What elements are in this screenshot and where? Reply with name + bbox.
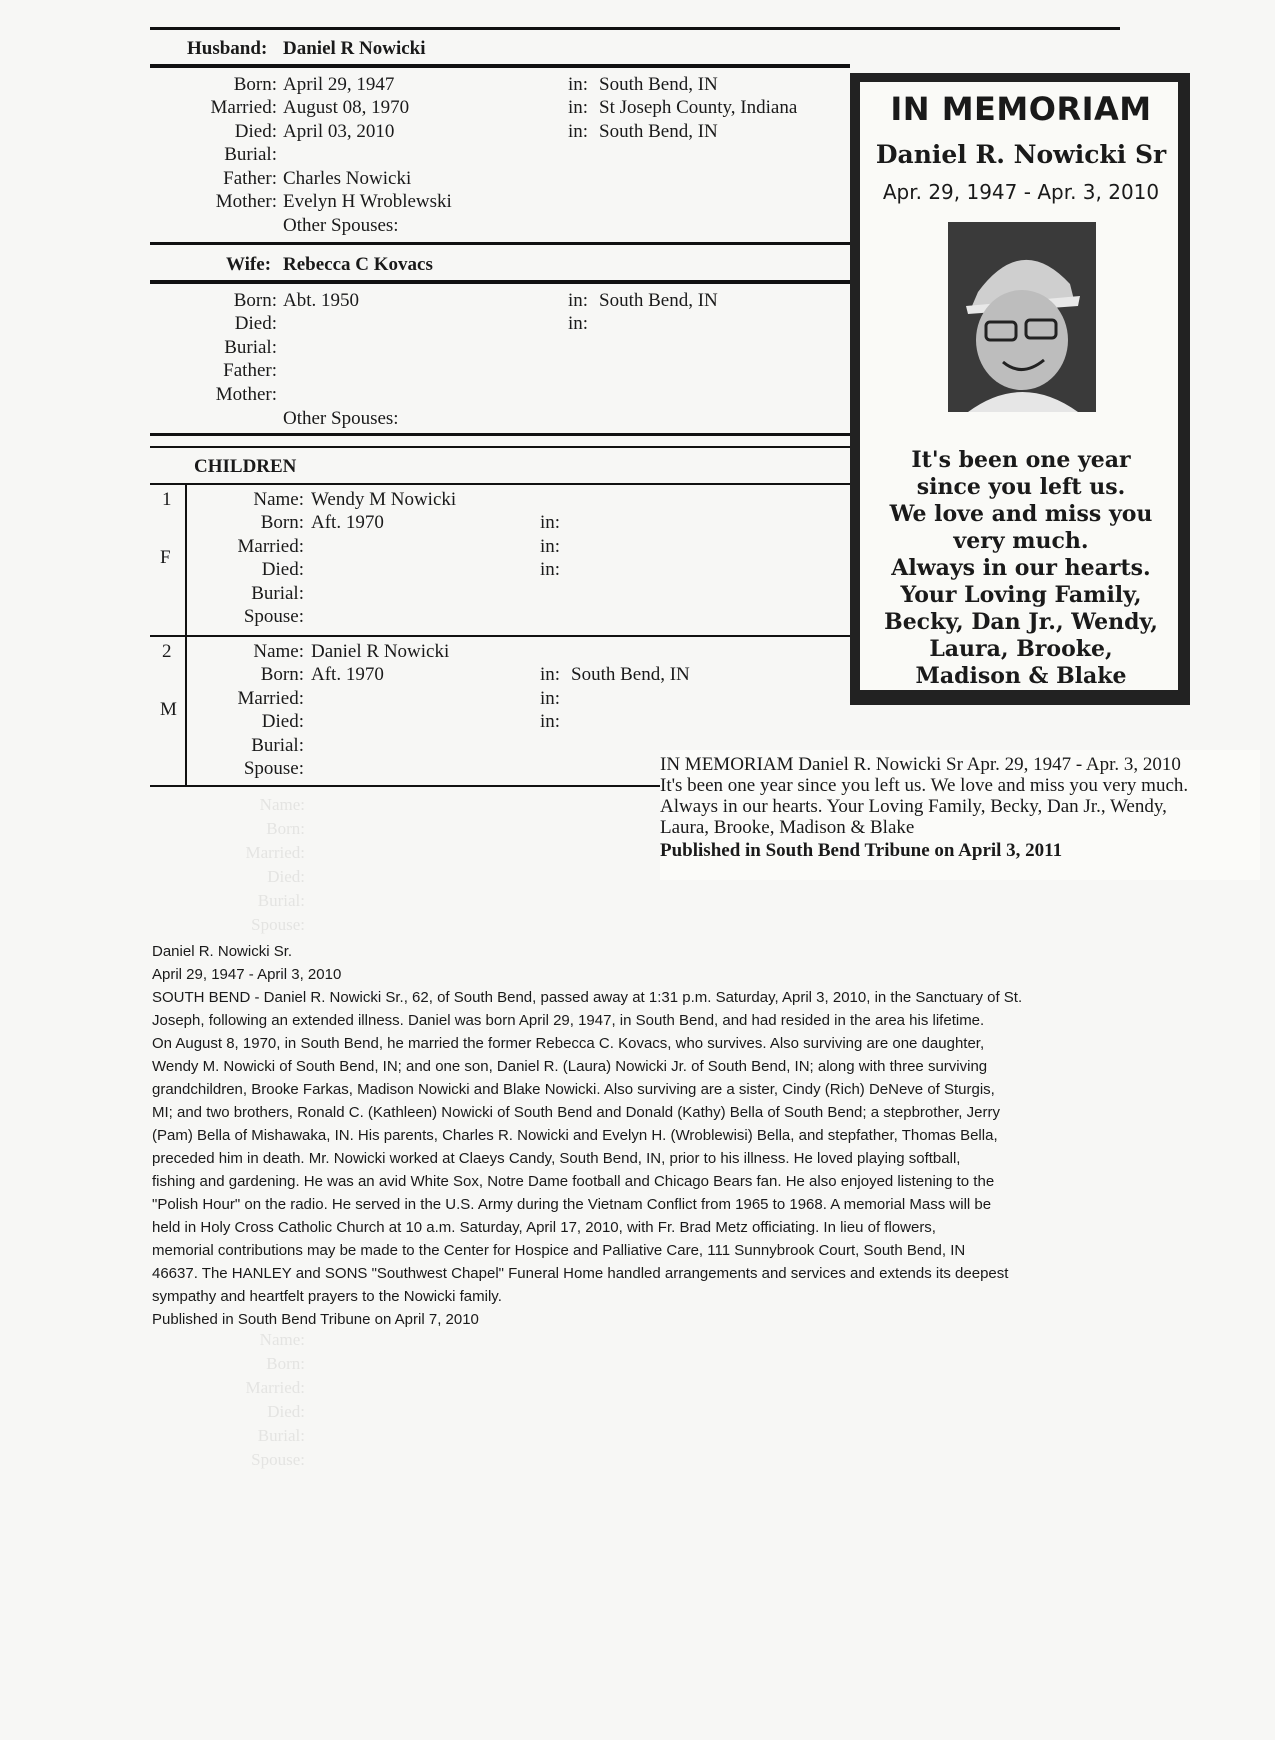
husband-in-label: in: [568, 97, 589, 119]
child-field-label: Spouse: [243, 606, 304, 627]
wife-place: South Bend, IN [599, 290, 718, 311]
memoriam-message-line: Madison & Blake [915, 663, 1127, 689]
top-rule [150, 27, 1120, 30]
husband-name: Daniel R Nowicki [283, 38, 426, 59]
memoriam-message-line: since you left us. [916, 474, 1126, 500]
bleed-label: Died: [267, 867, 305, 886]
bleed-label: Spouse: [251, 1450, 305, 1469]
child-field-label: Married: [237, 535, 304, 557]
bleed-label: Name: [259, 1330, 305, 1349]
children-bottom-rule [150, 785, 670, 787]
child-field-label: Name: [253, 641, 304, 662]
children-header-rule [150, 483, 850, 485]
bleed-label: Name: [259, 795, 305, 814]
obituary-line: (Pam) Bella of Mishawaka, IN. His parents, Charles R. Nowicki and Evelyn H. (Wroblewisi) Bella, and stepfather, Thomas Bella, [152, 1127, 998, 1144]
wife-end-rule [150, 433, 850, 436]
clipping-line: Always in our hearts. Your Loving Family, Becky, Dan Jr., Wendy, [660, 796, 1167, 817]
children-header: CHILDREN [194, 456, 297, 477]
memoriam-message-line: very much. [953, 528, 1089, 554]
memoriam-photo [948, 222, 1096, 412]
obituary-line: preceded him in death. Mr. Nowicki worked at Claeys Candy, South Bend, IN, prior to his illness. He loved playing softball, [152, 1150, 961, 1167]
bleed-label: Married: [245, 1378, 305, 1397]
bleed-label: Married: [245, 843, 305, 862]
obituary-line: sympathy and heartfelt prayers to the Nowicki family. [152, 1288, 502, 1305]
child-field-label: Married: [237, 687, 304, 709]
obituary-line: Published in South Bend Tribune on April 7, 2010 [152, 1311, 479, 1328]
bleed-label: Spouse: [251, 915, 305, 934]
husband-field-label: Died: [234, 120, 277, 142]
portrait-image [948, 222, 1096, 412]
bleed-label: Born: [266, 819, 305, 838]
child-in-label: in: [540, 559, 561, 581]
child-field-label: Name: [253, 489, 304, 510]
child-field-label: Spouse: [243, 758, 304, 779]
husband-field-label: Married: [210, 97, 277, 119]
wife-header-rule [150, 280, 850, 284]
husband-header-label: Husband: [187, 38, 268, 59]
child-place: South Bend, IN [571, 664, 690, 686]
clipping-line: Laura, Brooke, Madison & Blake [660, 817, 915, 838]
bleed-label: Died: [267, 1402, 305, 1421]
child-in-label: in: [540, 711, 561, 733]
memoriam-message-line: We love and miss you [889, 501, 1153, 527]
obituary-line: 46637. The HANLEY and SONS "Southwest Chapel" Funeral Home handled arrangements and services and extends its deepest [152, 1265, 1009, 1282]
husband-field-value: April 29, 1947 [283, 74, 395, 95]
obituary-line: On August 8, 1970, in South Bend, he married the former Rebecca C. Kovacs, who survives. Also surviving are one daughter, [152, 1035, 985, 1052]
memoriam-message-line: Becky, Dan Jr., Wendy, [884, 609, 1158, 635]
child-field-label: Died: [261, 559, 304, 581]
wife-in-label: in: [568, 290, 589, 311]
child-field-value: Daniel R Nowicki [311, 641, 450, 662]
wife-header-label: Wife: [226, 254, 272, 275]
child-in-label: in: [540, 664, 561, 686]
child-field-value: Aft. 1970 [311, 512, 384, 534]
clipping-published: Published in South Bend Tribune on April 3, 2011 [660, 840, 1063, 861]
child-field-label: Died: [261, 711, 304, 733]
memoriam-clipping [660, 750, 1260, 880]
child-field-value: Wendy M Nowicki [311, 489, 457, 510]
husband-place: South Bend, IN [599, 74, 718, 95]
wife-field-label: Mother: [215, 383, 277, 405]
husband-field-label: Father: [223, 167, 277, 189]
memoriam-dates: Apr. 29, 1947 - Apr. 3, 2010 [882, 180, 1160, 204]
child-field-label: Burial: [251, 734, 304, 756]
obituary-line: Daniel R. Nowicki Sr. [152, 943, 293, 960]
memoriam-message-line: Always in our hearts. [891, 555, 1151, 581]
child-in-label: in: [540, 512, 561, 534]
bleed-label: Burial: [257, 1426, 305, 1445]
child-separator-rule [150, 635, 850, 637]
clipping-line: It's been one year since you left us. We love and miss you very much. [660, 775, 1189, 796]
husband-field-value: August 08, 1970 [283, 97, 410, 119]
wife-field-label: Born: [233, 290, 277, 311]
wife-field-label: Died: [234, 313, 277, 335]
child-field-label: Born: [260, 512, 304, 534]
memoriam-message-line: It's been one year [911, 447, 1131, 473]
obituary-line: Joseph, following an extended illness. Daniel was born April 29, 1947, in South Bend, and had resided in the area his lifetime. [152, 1012, 985, 1029]
child-in-label: in: [540, 687, 561, 709]
child-sex: M [160, 699, 177, 720]
memoriam-title: IN MEMORIAM [890, 90, 1152, 128]
husband-other-spouses: Other Spouses: [283, 215, 399, 236]
husband-field-label: Burial: [224, 144, 277, 166]
wife-name: Rebecca C Kovacs [283, 254, 433, 275]
bleed-label: Born: [266, 1354, 305, 1373]
child-field-value: Aft. 1970 [311, 664, 384, 686]
wife-field-label: Burial: [224, 336, 277, 358]
bleed-label: Burial: [257, 891, 305, 910]
obituary-line: held in Holy Cross Catholic Church at 10 a.m. Saturday, April 17, 2010, with Fr. Brad Metz officiating. In lieu of flowers, [152, 1219, 936, 1236]
husband-in-label: in: [568, 120, 589, 142]
husband-place: St Joseph County, Indiana [599, 97, 798, 119]
husband-in-label: in: [568, 74, 589, 95]
obituary-line: memorial contributions may be made to the Center for Hospice and Palliative Care, 111 Sunnybrook Court, South Bend, IN [152, 1242, 966, 1259]
husband-place: South Bend, IN [599, 120, 718, 142]
husband-end-rule [150, 242, 850, 245]
memoriam-name: Daniel R. Nowicki Sr [875, 140, 1167, 169]
clipping-line: IN MEMORIAM Daniel R. Nowicki Sr Apr. 29, 1947 - Apr. 3, 2010 [660, 754, 1181, 775]
child-number: 1 [162, 489, 172, 510]
child-number: 2 [162, 641, 172, 662]
obituary-line: Wendy M. Nowicki of South Bend, IN; and one son, Daniel R. (Laura) Nowicki Jr. of South Bend, IN; along with three surviving [152, 1058, 988, 1075]
husband-field-value: Evelyn H Wroblewski [283, 191, 452, 212]
wife-other-spouses: Other Spouses: [283, 408, 399, 429]
child-in-label: in: [540, 535, 561, 557]
obituary-line: MI; and two brothers, Ronald C. (Kathleen) Nowicki of South Bend and Donald (Kathy) Bella of South Bend; a stepbrother, Jerry [152, 1104, 1000, 1121]
husband-field-value: Charles Nowicki [283, 167, 412, 189]
obituary-line: fishing and gardening. He was an avid White Sox, Notre Dame football and Chicago Bears fan. He also enjoyed listening to the [152, 1173, 995, 1190]
child-field-label: Born: [260, 664, 304, 686]
husband-header-rule [150, 64, 850, 68]
obituary-line: April 29, 1947 - April 3, 2010 [152, 966, 342, 983]
child-field-label: Burial: [251, 582, 304, 604]
wife-field-value: Abt. 1950 [283, 290, 359, 311]
obituary-line: "Polish Hour" on the radio. He served in the U.S. Army during the Vietnam Conflict from 1965 to 1968. A memorial Mass will be [152, 1196, 992, 1213]
husband-field-label: Born: [233, 74, 277, 95]
obituary-line: grandchildren, Brooke Farkas, Madison Nowicki and Blake Nowicki. Also surviving are a sister, Cindy (Rich) DeNeve of Sturgis, [152, 1081, 995, 1098]
obituary-line: SOUTH BEND - Daniel R. Nowicki Sr., 62, of South Bend, passed away at 1:31 p.m. Saturday, April 3, 2010, in the Sanctuary of St. [152, 989, 1023, 1006]
memoriam-message-line: Your Loving Family, [900, 582, 1142, 608]
memoriam-card [858, 80, 1180, 692]
child-sex: F [160, 547, 171, 568]
wife-in-label: in: [568, 313, 589, 335]
husband-field-value: April 03, 2010 [283, 120, 395, 142]
wife-field-label: Father: [223, 360, 277, 382]
husband-field-label: Mother: [215, 191, 277, 212]
children-top-rule [150, 446, 850, 448]
memoriam-message-line: Laura, Brooke, [929, 636, 1113, 662]
